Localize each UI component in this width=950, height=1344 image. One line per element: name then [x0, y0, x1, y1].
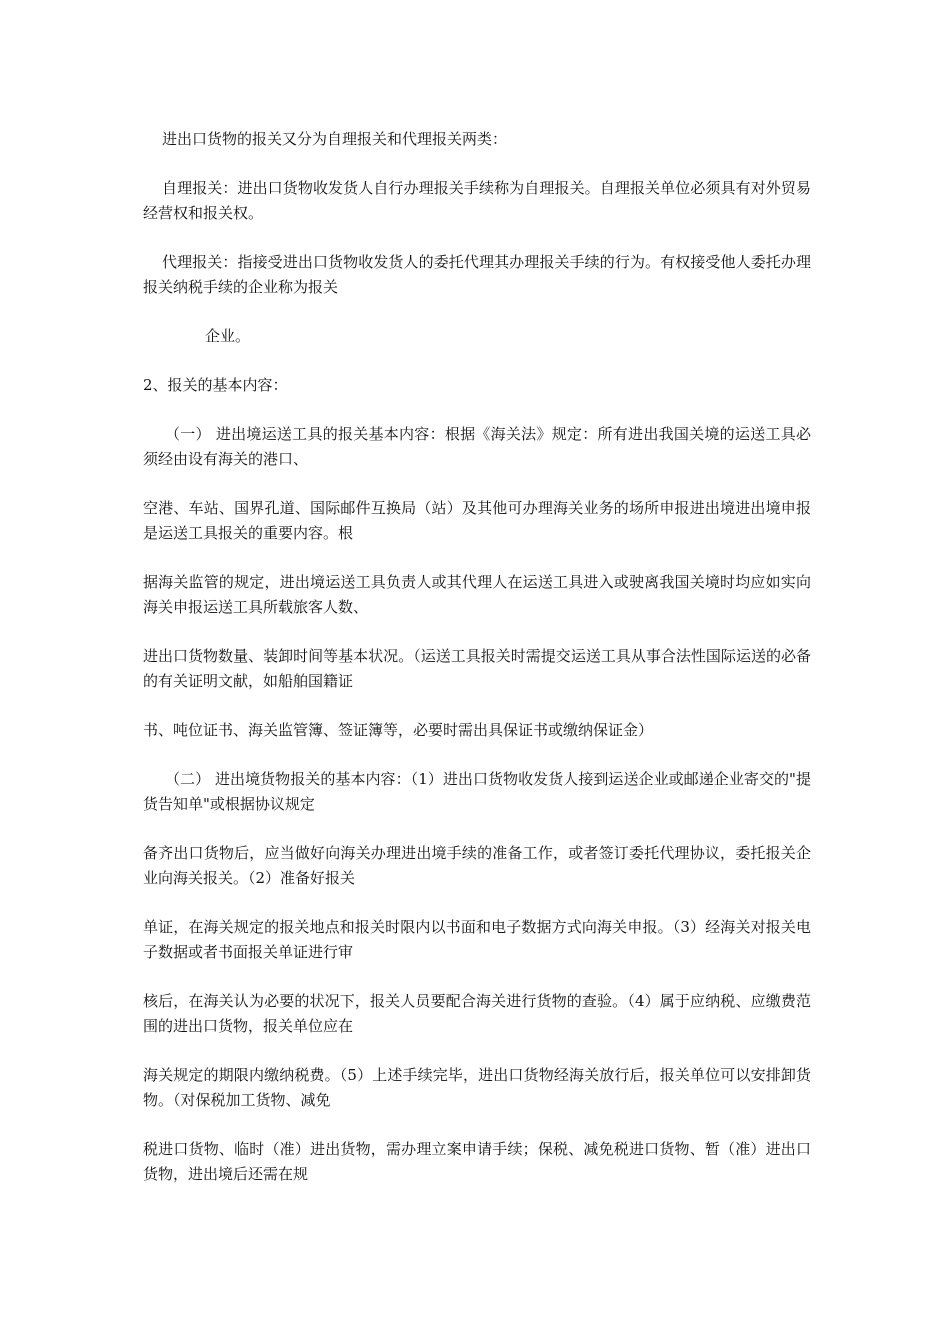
paragraph: （一） 进出境运送工具的报关基本内容：根据《海关法》规定：所有进出我国关境的运送工具必须经由设有海关的港口、	[143, 425, 811, 468]
paragraph: 税进口货物、临时（准）进出货物，需办理立案申请手续；保税、减免税进口货物、暂（准）进出口货物，进出境后还需在规	[143, 1140, 811, 1183]
paragraph: 自理报关：进出口货物收发货人自行办理报关手续称为自理报关。自理报关单位必须具有对外贸易经营权和报关权。	[143, 179, 811, 222]
paragraph: 进出口货物数量、装卸时间等基本状况。（运送工具报关时需提交运送工具从事合法性国际运送的必备的有关证明文献，如船舶国籍证	[143, 647, 811, 690]
section-heading: 2、报关的基本内容：	[143, 376, 288, 394]
document-body	[143, 127, 811, 1211]
paragraph: 企业。	[205, 327, 251, 345]
paragraph: 备齐出口货物后，应当做好向海关办理进出境手续的准备工作，或者签订委托代理协议，委托报关企业向海关报关。（2）准备好报关	[143, 844, 811, 887]
paragraph: 海关规定的期限内缴纳税费。（5）上述手续完毕，进出口货物经海关放行后，报关单位可以安排卸货物。（对保税加工货物、减免	[143, 1066, 811, 1109]
paragraph: 单证，在海关规定的报关地点和报关时限内以书面和电子数据方式向海关申报。（3）经海关对报关电子数据或者书面报关单证进行审	[143, 918, 811, 961]
paragraph: 空港、车站、国界孔道、国际邮件互换局（站）及其他可办理海关业务的场所申报进出境进出境申报是运送工具报关的重要内容。根	[143, 499, 811, 542]
paragraph: （二） 进出境货物报关的基本内容：（1）进出口货物收发货人接到运送企业或邮递企业寄交的"提货告知单"或根据协议规定	[143, 770, 811, 813]
paragraph: 代理报关：指接受进出口货物收发货人的委托代理其办理报关手续的行为。有权接受他人委托办理报关纳税手续的企业称为报关	[143, 253, 811, 296]
paragraph: 核后，在海关认为必要的状况下，报关人员要配合海关进行货物的查验。（4）属于应纳税、应缴费范围的进出口货物，报关单位应在	[143, 992, 811, 1035]
paragraph: 书、吨位证书、海关监管簿、签证簿等，必要时需出具保证书或缴纳保证金）	[143, 721, 654, 739]
paragraph: 据海关监管的规定，进出境运送工具负责人或其代理人在运送工具进入或驶离我国关境时均应如实向海关申报运送工具所载旅客人数、	[143, 573, 811, 616]
paragraph: 进出口货物的报关又分为自理报关和代理报关两类：	[162, 130, 508, 148]
